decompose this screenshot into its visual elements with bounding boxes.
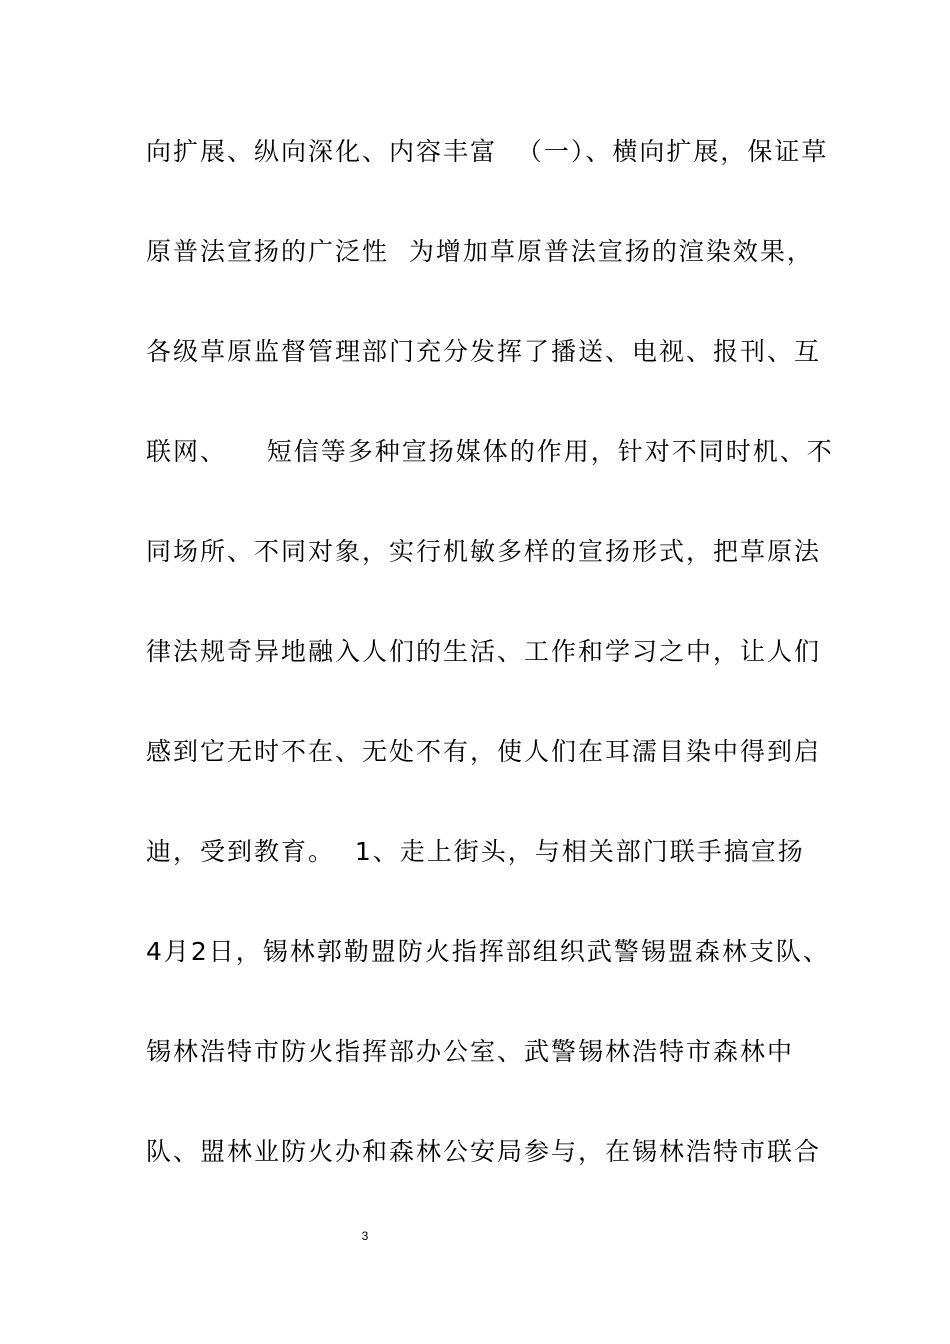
text-line: 各级草原监督管理部门充分发挥了播送、电视、报刊、互 bbox=[146, 337, 822, 366]
text-line: 队、盟林业防火办和森林公安局参与，在锡林浩特市联合 bbox=[146, 1137, 822, 1166]
text-line: 感到它无时不在、无处不有，使人们在耳濡目染中得到启 bbox=[146, 737, 822, 766]
text-line: 4月2日，锡林郭勒盟防火指挥部组织武警锡盟森林支队、 bbox=[146, 937, 830, 966]
text-line: 联网、 短信等多种宣扬媒体的作用，针对不同时机、不 bbox=[146, 437, 834, 466]
text-line: 原普法宣扬的广泛性 为增加草原普法宣扬的渲染效果， bbox=[146, 237, 814, 266]
text-line: 锡林浩特市防火指挥部办公室、武警锡林浩特市森林中 bbox=[146, 1037, 795, 1066]
text-line: 同场所、不同对象，实行机敏多样的宣扬形式，把草原法 bbox=[146, 537, 822, 566]
text-line: 向扩展、纵向深化、内容丰富 （一）、横向扩展，保证草 bbox=[146, 137, 829, 166]
text-line: 律法规奇异地融入人们的生活、工作和学习之中，让人们 bbox=[146, 637, 822, 666]
text-line: 迪，受到教育。 1、走上街头，与相关部门联手搞宣扬 bbox=[146, 837, 805, 866]
page-number: 3 bbox=[361, 1229, 369, 1243]
